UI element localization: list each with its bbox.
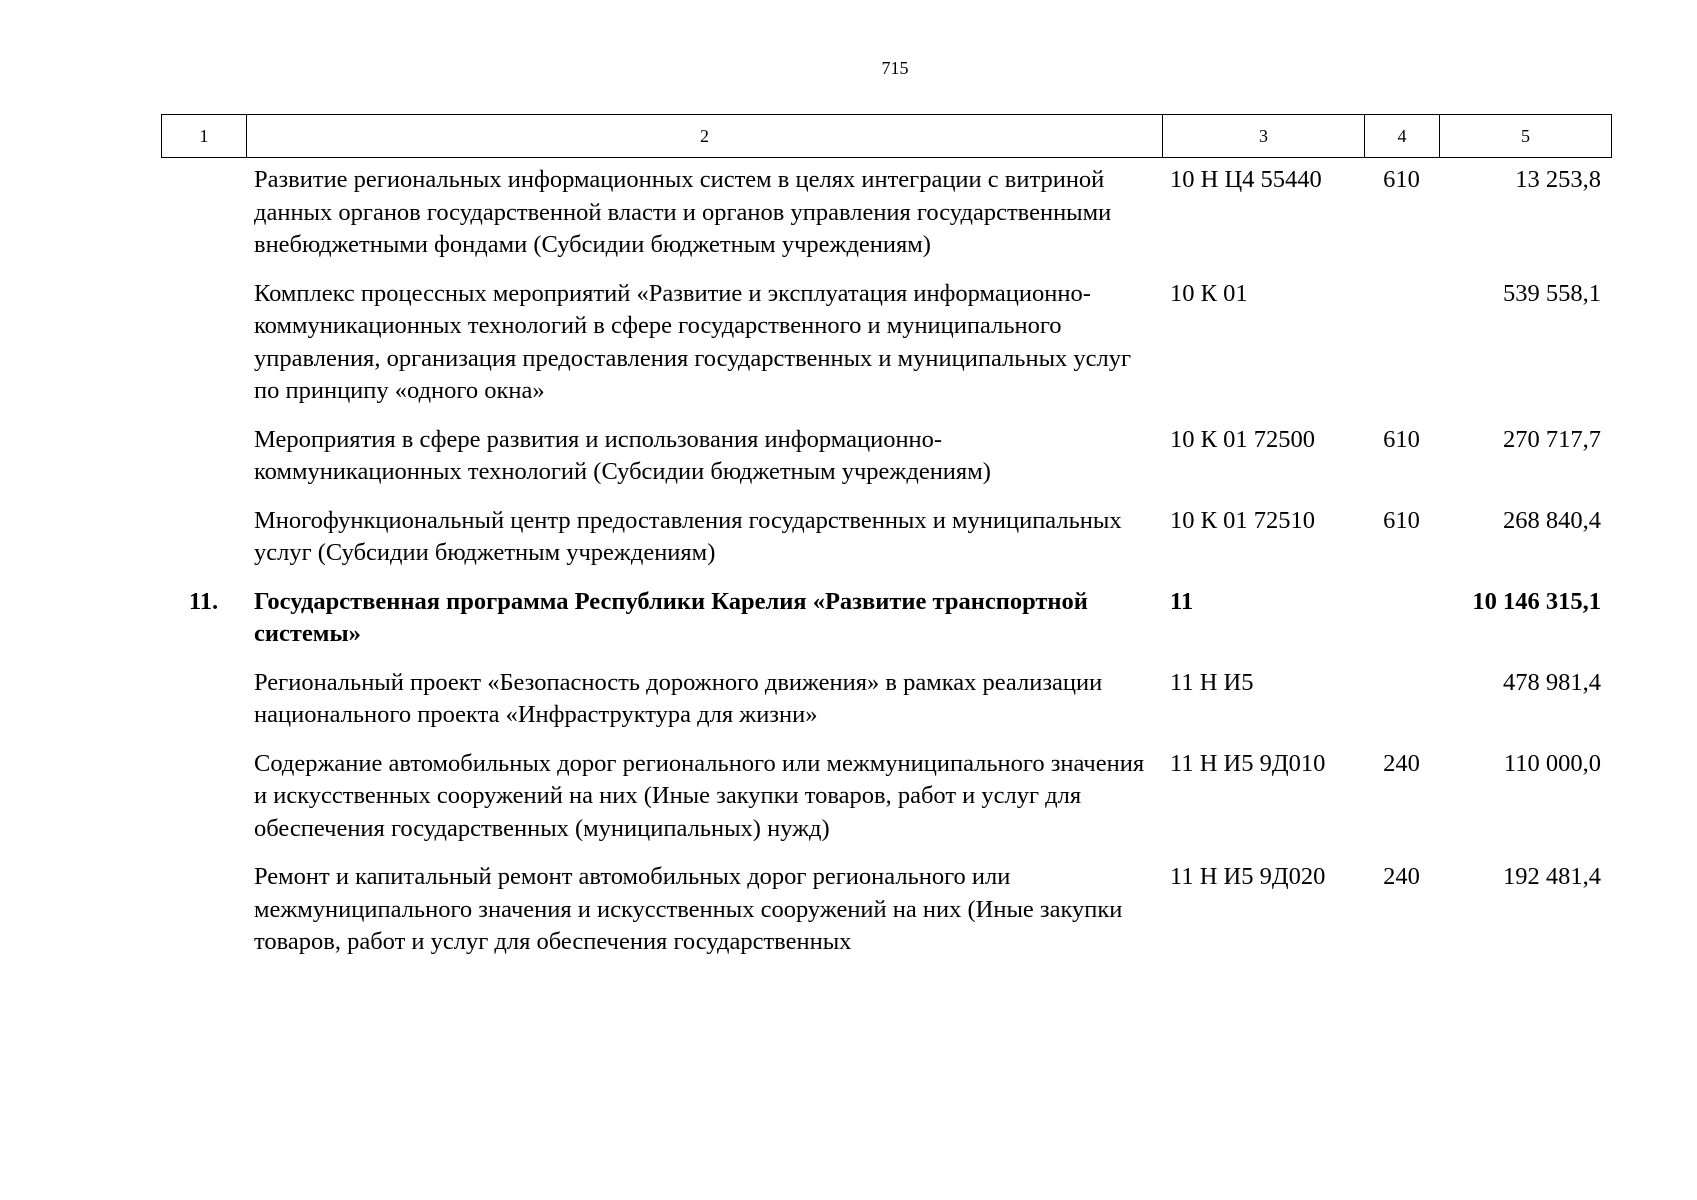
row-type: 240	[1383, 863, 1420, 890]
page-number: 715	[881, 58, 909, 78]
column-header-table	[161, 114, 1612, 158]
row-sum: 268 840,4	[1503, 506, 1601, 534]
row-code: 11 Н И5 9Д010	[1170, 749, 1326, 777]
table-row	[161, 278, 1611, 424]
row-number: 11.	[188, 587, 219, 615]
row-sum: 10 146 315,1	[1472, 587, 1601, 615]
row-number	[161, 748, 246, 862]
row-code: 10 Н Ц4 55440	[1170, 166, 1322, 193]
table-row	[161, 164, 1611, 278]
row-type	[1364, 667, 1439, 748]
row-name: Ремонт и капитальный ремонт автомобильных дорог регионального или межмуниципального значения и искусственных сооружений на них (Иные закупки товаров, работ и услуг для обеспечения государственных	[254, 863, 1123, 955]
row-name: Содержание автомобильных дорог регионального или межмуниципального значения и искусственных сооружений на них (Иные закупки товаров, работ и услуг для обеспечения государственных (муниципальных) нужд)	[254, 749, 1145, 842]
row-code: 10 К 01	[1170, 279, 1248, 307]
row-sum: 270 717,7	[1503, 425, 1601, 453]
row-type: 240	[1383, 749, 1420, 777]
column-header-row	[162, 115, 1612, 158]
row-code: 11 Н И5 9Д020	[1170, 863, 1326, 890]
row-code: 11	[1170, 587, 1194, 615]
row-number	[161, 424, 246, 505]
row-type: 610	[1383, 425, 1420, 453]
row-number	[161, 861, 246, 975]
row-code: 10 К 01 72510	[1170, 506, 1315, 534]
row-name: Мероприятия в сфере развития и использования информационно-коммуникационных технологий (Субсидии бюджетным учреждениям)	[254, 425, 991, 485]
row-number	[161, 278, 246, 424]
row-number	[161, 667, 246, 748]
row-name: Многофункциональный центр предоставления государственных и муниципальных услуг (Субсидии бюджетным учреждениям)	[254, 506, 1122, 566]
table-row	[161, 505, 1611, 586]
column-header-4: 4	[1365, 115, 1440, 158]
row-code: 11 Н И5	[1170, 668, 1254, 696]
row-name: Региональный проект «Безопасность дорожного движения» в рамках реализации национального проекта «Инфраструктура для жизни»	[254, 668, 1103, 728]
column-header-1: 1	[162, 115, 247, 158]
table-row	[161, 861, 1611, 975]
row-sum: 13 253,8	[1515, 166, 1601, 193]
row-name: Государственная программа Республики Карелия «Развитие транспортной системы»	[254, 587, 1088, 647]
row-sum: 110 000,0	[1503, 749, 1601, 777]
row-name: Развитие региональных информационных систем в целях интеграции с витриной данных органов государственной власти и органов управления государственными внебюджетными фондами (Субсидии бюджетным учреждениям)	[254, 166, 1112, 258]
row-sum: 539 558,1	[1503, 279, 1601, 307]
row-name: Комплекс процессных мероприятий «Развитие и эксплуатация информационно-коммуникационных технологий в сфере государственного и муниципального управления, организация предоставления государственных и муниципальных услуг по принципу «одного окна»	[254, 279, 1132, 404]
column-header-5: 5	[1440, 115, 1612, 158]
row-sum: 192 481,4	[1503, 863, 1601, 890]
table-row	[161, 667, 1611, 748]
column-header-2: 2	[247, 115, 1163, 158]
column-header-3: 3	[1163, 115, 1365, 158]
table-row	[161, 748, 1611, 862]
row-number	[161, 164, 246, 278]
row-number	[161, 505, 246, 586]
row-sum: 478 981,4	[1503, 668, 1601, 696]
row-type	[1364, 278, 1439, 424]
table-row	[161, 424, 1611, 505]
row-type: 610	[1383, 506, 1420, 534]
table-row-program	[161, 586, 1611, 667]
budget-table	[161, 164, 1611, 975]
row-code: 10 К 01 72500	[1170, 425, 1315, 453]
row-type: 610	[1383, 166, 1420, 193]
row-type	[1364, 586, 1439, 667]
